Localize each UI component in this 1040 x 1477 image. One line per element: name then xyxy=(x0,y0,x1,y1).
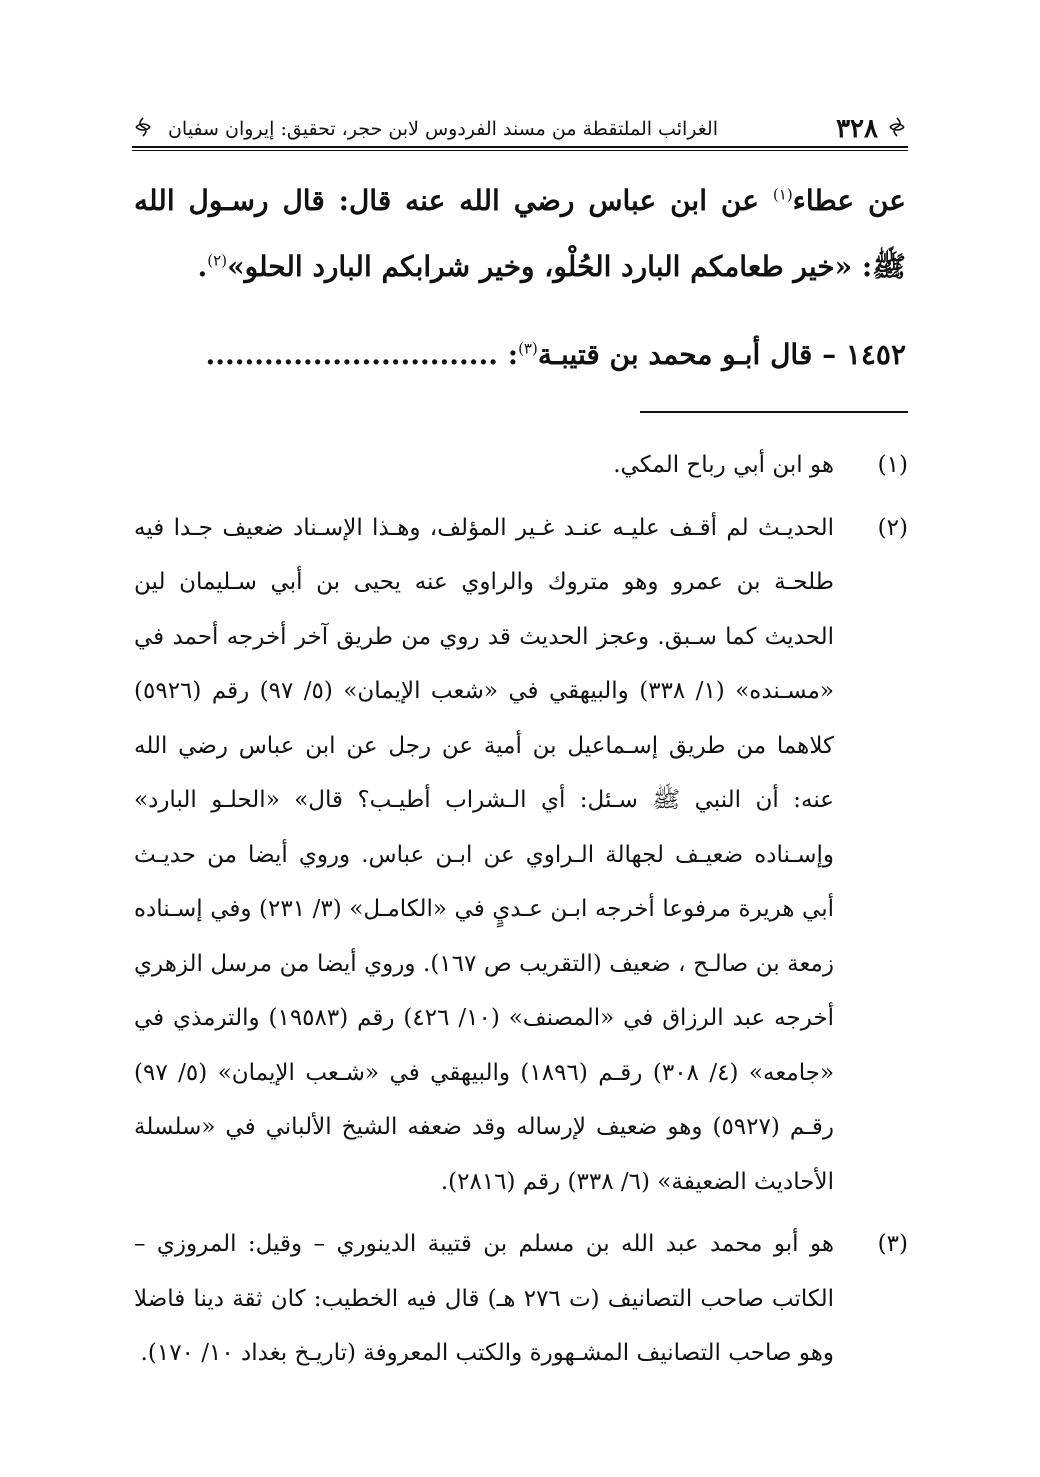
footnote-text: هو أبو محمد عبد الله بن مسلم بن قتيبة الدينوري – وقيل: المروزي – الكاتب صاحب التصانيف (ت ٢٧٦ هـ) قال فيه الخطيب: كان ثقة دينا فاضلا وهو صاحب التصانيف المشـهورة والكتب المعروفة (تاريـخ بغداد ١٠/ ١٧٠). xyxy=(134,1231,834,1366)
running-header xyxy=(132,108,908,148)
footnote-number: (٢) xyxy=(877,514,908,541)
ornament-icon xyxy=(132,116,154,138)
footnotes xyxy=(134,438,908,1389)
footnote-3 xyxy=(134,1217,908,1381)
footnote-text: هو ابن أبي رباح المكي. xyxy=(613,452,834,478)
hadith-paragraph: عن عطاء$^{(١)}$ عن ابن عباس رضي الله عنه قال: قال رسـول الله ﷺ: «خير طعامكم البارد الحُلْو، وخير شرابكم البارد الحلو»$^{(٢)}$. xyxy=(134,184,906,283)
footnote-2 xyxy=(134,501,908,1210)
footnote-number: (٣) xyxy=(877,1231,908,1257)
page-number: ٣٢٨ xyxy=(836,114,878,144)
footnote-marker: (١) xyxy=(772,185,793,204)
footnote-separator xyxy=(640,411,908,413)
footnote-number: (١) xyxy=(877,452,908,478)
book-title: الغرائب الملتقطة من مسند الفردوس لابن حجر، تحقيق: إيروان سفيان xyxy=(167,118,718,140)
header-rule xyxy=(132,146,908,148)
hadith-heading: ١٤٥٢ – قال أبـو محمد بن قتيبـة$^{(٣)}$: .............................. xyxy=(205,338,906,371)
main-text xyxy=(134,168,906,300)
footnote-1 xyxy=(134,438,908,493)
footnote-text: الحديـث لم أقـف عليـه عنـد غـير المؤلف، وهـذا الإسـناد ضعيف جـدا فيه طلحـة بن عمرو وهو متروك والراوي عنه يحيى بن أبي سـليمان لين الحديث كما سـبق. وعجز الحديث قد روي من طريق آخر أخرجه أحمد في «مسـنده» (١/ ٣٣٨) والبيهقي في «شعب الإيمان» (٥/ ٩٧) رقم (٥٩٢٦) كلاهما من طريق إسـماعيل بن أمية عن رجل عن ابن عباس رضي الله عنه: أن النبي ﷺ سـئل: أي الـشراب أطيـب؟ قال» «الحلـو البارد» وإسـناده ضعيـف لجهالة الـراوي عن ابـن عباس. وروي أيضا من حديـث أبي هريرة مرفوعا أخرجه ابـن عـديٍ في «الكامـل» (٣/ ٢٣١) وفي إسـناده زمعة بن صالـح ، ضعيف (التقريب ص ١٦٧). وروي أيضا من مرسل الزهري أخرجه عبد الرزاق في «المصنف» (١٠/ ٤٢٦) رقم (١٩٥٨٣) والترمذي في «جامعه» (٤/ ٣٠٨) رقـم (١٨٩٦) والبيهقي في «شـعب الإيمان» (٥/ ٩٧) رقـم (٥٩٢٧) وهو ضعيف لإرساله وقد ضعفه الشيخ الألباني في «سلسلة الأحاديث الضعيفة» (٦/ ٣٣٨) رقم (٢٨١٦). xyxy=(134,514,835,1195)
header-rule-thin xyxy=(132,150,908,151)
ornament-icon xyxy=(886,116,908,138)
footnote-marker: (٢) xyxy=(207,251,228,270)
footnote-marker: (٣) xyxy=(518,339,538,358)
